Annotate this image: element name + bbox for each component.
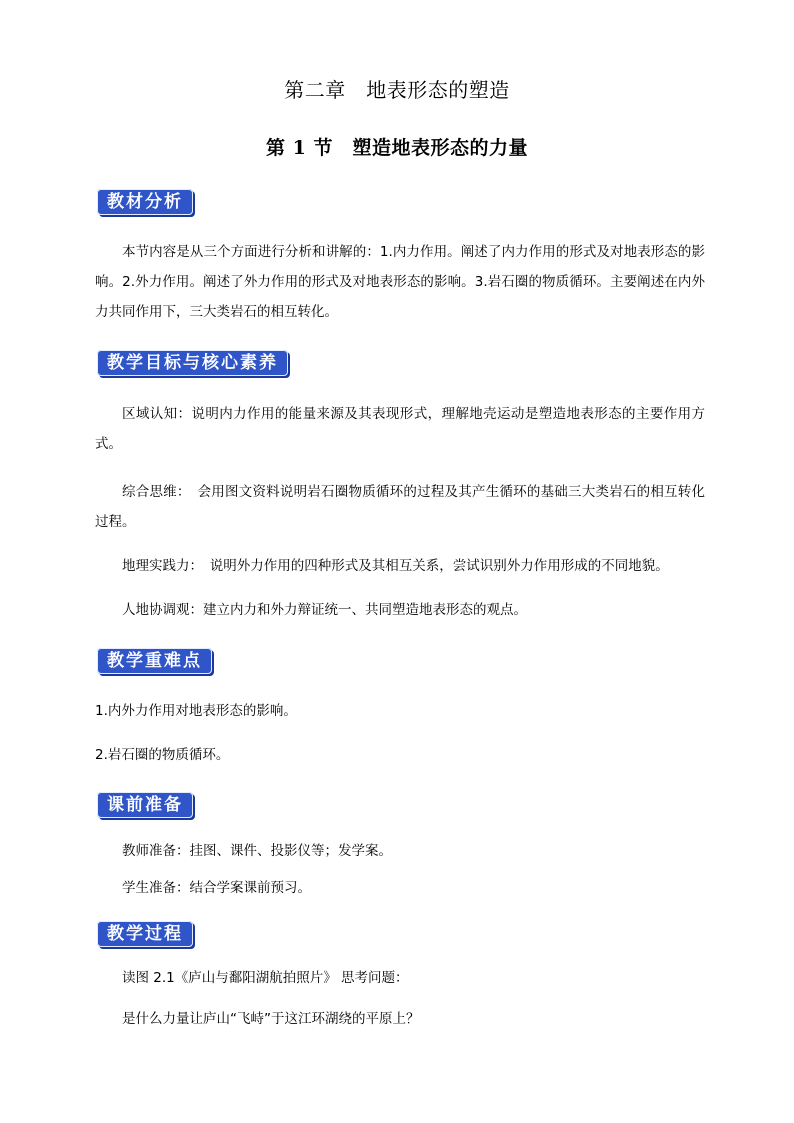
teacher-preparation: 教师准备：挂图、课件、投影仪等；发学案。 [122,843,392,859]
heading-analysis: 教材分析 [97,189,193,215]
goal-geographic-practice: 地理实践力： 说明外力作用的四种形式及其相互关系，尝试识别外力作用形成的不同地貌。 [122,558,669,574]
process-step-read-figure: 读图 2.1《庐山与鄱阳湖航拍照片》 思考问题： [122,970,409,986]
process-question: 是什么力量让庐山“飞峙”于这江环湖绕的平原上？ [122,1011,420,1027]
goal-human-earth-harmony: 人地协调观：建立内力和外力辩证统一、共同塑造地表形态的观点。 [122,602,527,618]
goal-regional-cognition: 区域认知：说明内力作用的能量来源及其表现形式，理解地壳运动是塑造地表形态的主要作用方式。 [95,406,705,452]
analysis-text: 本节内容是从三个方面进行分析和讲解的：1.内力作用。阐述了内力作用的形式及对地表形态的影响。2.外力作用。阐述了外力作用的形式及对地表形态的影响。3.岩石圈的物质循环。主要阐述在内外力共同作用下，三大类岩石的相互转化。 [95,244,705,320]
heading-preparation: 课前准备 [97,792,193,818]
heading-goals: 教学目标与核心素养 [97,350,288,376]
heading-key-points: 教学重难点 [97,648,212,674]
key-point-1: 1.内外力作用对地表形态的影响。 [95,703,297,719]
heading-process: 教学过程 [97,921,193,947]
section-title: 第 1 节 塑造地表形态的力量 [266,137,528,159]
student-preparation: 学生准备：结合学案课前预习。 [122,880,311,896]
key-point-2: 2.岩石圈的物质循环。 [95,747,230,763]
goal-comprehensive-thinking: 综合思维： 会用图文资料说明岩石圈物质循环的过程及其产生循环的基础三大类岩石的相互转化过程。 [95,484,705,530]
chapter-title: 第二章 地表形态的塑造 [284,78,510,102]
